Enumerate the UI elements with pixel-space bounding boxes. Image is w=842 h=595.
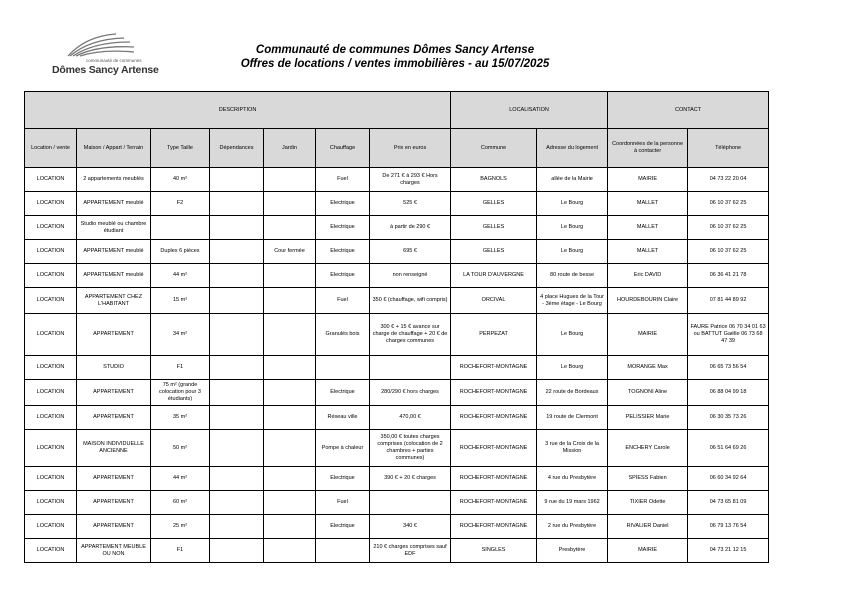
cell-outbuildings xyxy=(210,168,264,192)
cell-commune: GELLES xyxy=(451,216,537,240)
cell-price: non renseigné xyxy=(370,264,451,288)
cell-phone: 06 10 37 62 25 xyxy=(688,216,769,240)
col-header: Type Taille xyxy=(151,129,210,168)
cell-heating xyxy=(316,356,370,380)
cell-heating: Pompe à chaleur xyxy=(316,430,370,467)
table-row xyxy=(25,380,769,406)
cell-address: Le Bourg xyxy=(537,314,608,356)
cell-size: Duplex 6 pièces xyxy=(151,240,210,264)
cell-garden xyxy=(264,264,316,288)
cell-size: 15 m² xyxy=(151,288,210,314)
group-header-row xyxy=(25,92,769,129)
cell-contact-person: MALLET xyxy=(608,216,688,240)
table-row xyxy=(25,539,769,563)
cell-size: 35 m² xyxy=(151,406,210,430)
cell-contact-person: MORANGE Max xyxy=(608,356,688,380)
cell-outbuildings xyxy=(210,430,264,467)
cell-property-type: APPARTEMENT xyxy=(77,380,151,406)
cell-address: Presbytère xyxy=(537,539,608,563)
document-subtitle: Offres de locations / ventes immobilières - au 15/07/2025 xyxy=(240,58,550,70)
cell-contact-person: ENCHERY Carole xyxy=(608,430,688,467)
col-header: Prix en euros xyxy=(370,129,451,168)
cell-heating: Electrique xyxy=(316,264,370,288)
cell-outbuildings xyxy=(210,288,264,314)
cell-contact-person: SPIESS Fabien xyxy=(608,467,688,491)
cell-contact-person: TOGNONI Aline xyxy=(608,380,688,406)
group-localisation: LOCALISATION xyxy=(451,92,608,129)
cell-location-type: LOCATION xyxy=(25,240,77,264)
cell-address: 9 rue du 19 mars 1962 xyxy=(537,491,608,515)
cell-address: 22 route de Bordeaux xyxy=(537,380,608,406)
logo-subtitle: communauté de communes xyxy=(86,58,142,63)
cell-price: 340 € xyxy=(370,515,451,539)
cell-commune: ROCHEFORT-MONTAGNE xyxy=(451,515,537,539)
cell-garden xyxy=(264,288,316,314)
cell-size xyxy=(151,216,210,240)
cell-commune: GELLES xyxy=(451,240,537,264)
document-title: Communauté de communes Dômes Sancy Artense xyxy=(255,44,535,56)
cell-property-type: APPARTEMENT xyxy=(77,314,151,356)
table-row xyxy=(25,192,769,216)
cell-garden xyxy=(264,515,316,539)
cell-location-type: LOCATION xyxy=(25,539,77,563)
cell-garden xyxy=(264,192,316,216)
cell-location-type: LOCATION xyxy=(25,192,77,216)
cell-heating: Electrique xyxy=(316,216,370,240)
cell-commune: ROCHEFORT-MONTAGNE xyxy=(451,356,537,380)
cell-contact-person: TIXIER Odette xyxy=(608,491,688,515)
cell-address: Le Bourg xyxy=(537,192,608,216)
cell-phone: 06 30 35 73 26 xyxy=(688,406,769,430)
cell-garden xyxy=(264,539,316,563)
cell-size: 60 m² xyxy=(151,491,210,515)
cell-heating: Electrique xyxy=(316,240,370,264)
cell-contact-person: PELISSIER Marie xyxy=(608,406,688,430)
cell-location-type: LOCATION xyxy=(25,356,77,380)
cell-price: 470,00 € xyxy=(370,406,451,430)
cell-size: 25 m² xyxy=(151,515,210,539)
table-row xyxy=(25,515,769,539)
cell-property-type: APPARTEMENT meublé xyxy=(77,192,151,216)
cell-location-type: LOCATION xyxy=(25,380,77,406)
col-header: Commune xyxy=(451,129,537,168)
cell-property-type: 2 appartements meublés xyxy=(77,168,151,192)
cell-phone: 06 36 41 21 78 xyxy=(688,264,769,288)
cell-price: De 271 € à 293 € Hors charges xyxy=(370,168,451,192)
cell-outbuildings xyxy=(210,515,264,539)
cell-property-type: APPARTEMENT xyxy=(77,467,151,491)
cell-property-type: APPARTEMENT xyxy=(77,406,151,430)
cell-phone: 06 60 34 92 64 xyxy=(688,467,769,491)
cell-outbuildings xyxy=(210,192,264,216)
cell-location-type: LOCATION xyxy=(25,467,77,491)
cell-phone: 07 81 44 89 92 xyxy=(688,288,769,314)
cell-size: 75 m² (grande colocation pour 3 étudiants) xyxy=(151,380,210,406)
cell-address: 19 route de Clermont xyxy=(537,406,608,430)
cell-location-type: LOCATION xyxy=(25,515,77,539)
cell-address: 2 rue du Presbytère xyxy=(537,515,608,539)
cell-garden: Cour fermée xyxy=(264,240,316,264)
cell-garden xyxy=(264,467,316,491)
cell-price: 525 € xyxy=(370,192,451,216)
cell-size: 40 m² xyxy=(151,168,210,192)
cell-property-type: APPARTEMENT meublé xyxy=(77,240,151,264)
cell-contact-person: MALLET xyxy=(608,240,688,264)
cell-garden xyxy=(264,356,316,380)
cell-location-type: LOCATION xyxy=(25,491,77,515)
cell-location-type: LOCATION xyxy=(25,314,77,356)
col-header: Chauffage xyxy=(316,129,370,168)
cell-location-type: LOCATION xyxy=(25,430,77,467)
cell-outbuildings xyxy=(210,314,264,356)
cell-location-type: LOCATION xyxy=(25,406,77,430)
column-header-row xyxy=(25,129,769,168)
cell-heating: Fuel xyxy=(316,491,370,515)
cell-heating: Electrique xyxy=(316,192,370,216)
cell-heating xyxy=(316,539,370,563)
cell-size: 34 m² xyxy=(151,314,210,356)
cell-commune: ROCHEFORT-MONTAGNE xyxy=(451,406,537,430)
col-header: Dépendances xyxy=(210,129,264,168)
cell-address: Le Bourg xyxy=(537,216,608,240)
cell-contact-person: RIVALIER Daniel xyxy=(608,515,688,539)
listings-table xyxy=(24,91,769,563)
cell-outbuildings xyxy=(210,380,264,406)
cell-garden xyxy=(264,380,316,406)
table-row xyxy=(25,356,769,380)
cell-garden xyxy=(264,168,316,192)
cell-outbuildings xyxy=(210,356,264,380)
cell-commune: SINGLES xyxy=(451,539,537,563)
cell-property-type: STUDIO xyxy=(77,356,151,380)
cell-address: 3 rue de la Croix de la Mission xyxy=(537,430,608,467)
table-row xyxy=(25,406,769,430)
logo-graphic-icon xyxy=(66,32,136,58)
cell-garden xyxy=(264,216,316,240)
cell-commune: BAGNOLS xyxy=(451,168,537,192)
cell-outbuildings xyxy=(210,264,264,288)
cell-size: F2 xyxy=(151,192,210,216)
cell-garden xyxy=(264,314,316,356)
cell-property-type: APPARTEMENT MEUBLE OU NON xyxy=(77,539,151,563)
cell-property-type: APPARTEMENT CHEZ L'HABITANT xyxy=(77,288,151,314)
cell-location-type: LOCATION xyxy=(25,264,77,288)
cell-commune: LA TOUR D'AUVERGNE xyxy=(451,264,537,288)
table-row xyxy=(25,240,769,264)
cell-heating: Electrique xyxy=(316,467,370,491)
cell-garden xyxy=(264,491,316,515)
logo xyxy=(52,32,164,82)
cell-location-type: LOCATION xyxy=(25,288,77,314)
cell-heating: Fuel xyxy=(316,288,370,314)
col-header: Coordonnées de la personne à contacter xyxy=(608,129,688,168)
cell-phone: FAURE Patrice 06 70 34 01 63 ou BATTUT Gaëlle 06 73 68 47 39 xyxy=(688,314,769,356)
group-contact: CONTACT xyxy=(608,92,769,129)
cell-address: Le Bourg xyxy=(537,356,608,380)
cell-commune: GELLES xyxy=(451,192,537,216)
cell-heating: Réseau ville xyxy=(316,406,370,430)
cell-size: 44 m² xyxy=(151,264,210,288)
cell-property-type: Studio meublé ou chambre étudiant xyxy=(77,216,151,240)
cell-address: Le Bourg xyxy=(537,240,608,264)
cell-location-type: LOCATION xyxy=(25,216,77,240)
cell-property-type: APPARTEMENT xyxy=(77,515,151,539)
cell-phone: 04 73 21 12 15 xyxy=(688,539,769,563)
cell-location-type: LOCATION xyxy=(25,168,77,192)
cell-heating: Granulés bois xyxy=(316,314,370,356)
cell-property-type: APPARTEMENT xyxy=(77,491,151,515)
cell-price xyxy=(370,356,451,380)
cell-contact-person: MAIRIE xyxy=(608,168,688,192)
cell-commune: ORCIVAL xyxy=(451,288,537,314)
cell-price xyxy=(370,491,451,515)
col-header: Location / vente xyxy=(25,129,77,168)
cell-outbuildings xyxy=(210,240,264,264)
cell-price: 695 € xyxy=(370,240,451,264)
cell-price: 350,00 € toutes charges comprises (colocation de 2 chambres + parties communes) xyxy=(370,430,451,467)
cell-phone: 04 73 22 20 04 xyxy=(688,168,769,192)
cell-garden xyxy=(264,430,316,467)
cell-outbuildings xyxy=(210,467,264,491)
cell-price: 280/290 € hors charges xyxy=(370,380,451,406)
cell-outbuildings xyxy=(210,491,264,515)
table-row xyxy=(25,168,769,192)
cell-price: 300 € + 15 € avance sur charge de chauffage + 20 € de charges communes xyxy=(370,314,451,356)
table-row xyxy=(25,288,769,314)
cell-commune: PERPEZAT xyxy=(451,314,537,356)
cell-size: 44 m² xyxy=(151,467,210,491)
group-description: DESCRIPTION xyxy=(25,92,451,129)
cell-contact-person: MAIRIE xyxy=(608,539,688,563)
cell-commune: ROCHEFORT-MONTAGNE xyxy=(451,430,537,467)
cell-size: F1 xyxy=(151,356,210,380)
cell-outbuildings xyxy=(210,539,264,563)
cell-contact-person: Eric DAVID xyxy=(608,264,688,288)
cell-outbuildings xyxy=(210,406,264,430)
cell-property-type: MAISON INDIVIDUELLE ANCIENNE xyxy=(77,430,151,467)
cell-phone: 04 73 65 81 09 xyxy=(688,491,769,515)
table-row xyxy=(25,467,769,491)
cell-phone: 06 65 73 56 54 xyxy=(688,356,769,380)
cell-phone: 06 10 37 62 25 xyxy=(688,192,769,216)
cell-address: allée de la Mairie xyxy=(537,168,608,192)
cell-contact-person: HOURDEBOURIN Claire xyxy=(608,288,688,314)
cell-phone: 06 51 64 69 26 xyxy=(688,430,769,467)
col-header: Adresse du logement xyxy=(537,129,608,168)
cell-outbuildings xyxy=(210,216,264,240)
cell-price: 210 € charges comprises sauf EDF xyxy=(370,539,451,563)
cell-price: 390 € + 20 € charges xyxy=(370,467,451,491)
cell-address: 4 rue du Presbytère xyxy=(537,467,608,491)
table-row xyxy=(25,430,769,467)
table-row xyxy=(25,264,769,288)
cell-heating: Electrique xyxy=(316,380,370,406)
table-row xyxy=(25,314,769,356)
cell-property-type: APPARTEMENT meublé xyxy=(77,264,151,288)
cell-contact-person: MAIRIE xyxy=(608,314,688,356)
cell-size: 50 m² xyxy=(151,430,210,467)
cell-contact-person: MALLET xyxy=(608,192,688,216)
cell-garden xyxy=(264,406,316,430)
table-row xyxy=(25,216,769,240)
cell-price: à partir de 290 € xyxy=(370,216,451,240)
cell-address: 4 place Hugues de la Tour - 3ème étage - Le Bourg xyxy=(537,288,608,314)
cell-size: F1 xyxy=(151,539,210,563)
cell-commune: ROCHEFORT-MONTAGNE xyxy=(451,467,537,491)
cell-commune: ROCHEFORT-MONTAGNE xyxy=(451,491,537,515)
col-header: Téléphone xyxy=(688,129,769,168)
col-header: Jardin xyxy=(264,129,316,168)
cell-phone: 06 10 37 62 25 xyxy=(688,240,769,264)
cell-price: 350 € (chauffage, wifi compris) xyxy=(370,288,451,314)
cell-phone: 06 88 04 99 18 xyxy=(688,380,769,406)
cell-address: 80 route de besse xyxy=(537,264,608,288)
cell-commune: ROCHEFORT-MONTAGNE xyxy=(451,380,537,406)
cell-heating: Electrique xyxy=(316,515,370,539)
cell-phone: 06 79 13 76 54 xyxy=(688,515,769,539)
cell-heating: Fuel xyxy=(316,168,370,192)
table-row xyxy=(25,491,769,515)
col-header: Maison / Appart / Terrain xyxy=(77,129,151,168)
logo-name: Dômes Sancy Artense xyxy=(52,64,159,76)
